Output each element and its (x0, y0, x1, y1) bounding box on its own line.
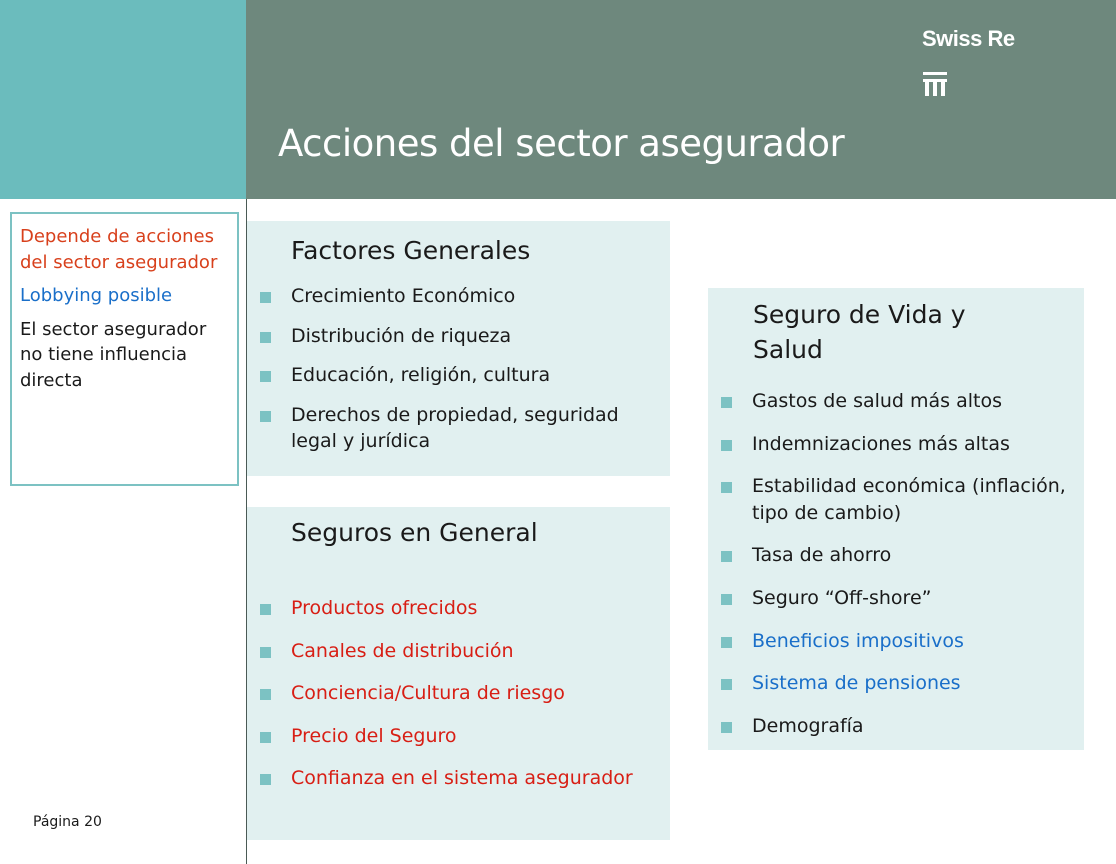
list-item (255, 723, 670, 750)
life-health-title: Seguro de Vida y Salud (753, 300, 966, 364)
page-number: Página 20 (33, 814, 102, 830)
list-item (255, 680, 670, 707)
general-insurance-panel (247, 507, 670, 840)
list-item-text: Productos ofrecidos (291, 597, 478, 619)
brand-name: Swiss Re (922, 26, 1015, 51)
square-bullet-icon (721, 637, 732, 648)
list-item-text: Tasa de ahorro (752, 544, 892, 567)
list-item-text: Crecimiento Económico (291, 285, 516, 307)
square-bullet-icon (260, 604, 271, 615)
general-factors-panel (247, 221, 670, 476)
teal-accent-block (0, 0, 246, 199)
list-item-text: Distribución de riqueza (291, 324, 512, 347)
list-item (716, 473, 1084, 526)
legend-red-text: Depende de acciones del sector asegurador (20, 226, 218, 273)
list-item (716, 431, 1084, 458)
legend-blue-text: Lobbying posible (20, 285, 173, 307)
list-item (255, 638, 670, 665)
square-bullet-icon (260, 689, 271, 700)
list-item-text: Sistema de pensiones (752, 672, 961, 695)
list-item-text: Derechos de propiedad, seguridad legal y jurídica (291, 403, 619, 453)
square-bullet-icon (721, 594, 732, 605)
square-bullet-icon (721, 722, 732, 733)
page-title: Acciones del sector asegurador (278, 122, 845, 165)
general-insurance-list (255, 595, 670, 808)
list-item-text: Confianza en el sistema asegurador (291, 767, 633, 790)
list-item (716, 713, 1084, 740)
square-bullet-icon (260, 292, 271, 303)
list-item-text: Beneficios impositivos (752, 629, 964, 652)
life-health-list (716, 388, 1084, 755)
list-item-text: Conciencia/Cultura de riesgo (291, 682, 565, 705)
list-item (716, 542, 1084, 569)
square-bullet-icon (721, 440, 732, 451)
list-item (255, 765, 670, 792)
square-bullet-icon (260, 732, 271, 743)
list-item-text: Estabilidad económica (inflación, tipo de cambio) (752, 475, 1066, 524)
list-item-text: Seguro “Off-shore” (752, 586, 932, 609)
swiss-re-logo-icon (923, 72, 947, 96)
list-item (716, 628, 1084, 655)
list-item-text: Demografía (752, 714, 864, 737)
list-item (255, 595, 670, 622)
general-insurance-title: Seguros en General (291, 518, 538, 547)
list-item (255, 362, 670, 389)
square-bullet-icon (260, 371, 271, 382)
list-item (716, 585, 1084, 612)
square-bullet-icon (260, 647, 271, 658)
legend-black-text: El sector asegurador no tiene influencia directa (20, 318, 207, 391)
square-bullet-icon (260, 774, 271, 785)
square-bullet-icon (721, 482, 732, 493)
square-bullet-icon (260, 411, 271, 422)
header-banner (246, 0, 1116, 199)
list-item (255, 283, 670, 310)
list-item (255, 402, 670, 455)
general-factors-title: Factores Generales (291, 236, 531, 265)
list-item (716, 388, 1084, 415)
list-item (716, 670, 1084, 697)
list-item-text: Educación, religión, cultura (291, 364, 551, 387)
list-item-text: Gastos de salud más altos (752, 390, 1003, 412)
list-item-text: Indemnizaciones más altas (752, 432, 1010, 455)
square-bullet-icon (721, 397, 732, 408)
color-legend (10, 212, 239, 486)
life-health-panel (708, 288, 1084, 750)
square-bullet-icon (721, 551, 732, 562)
list-item-text: Canales de distribución (291, 639, 514, 662)
list-item (255, 323, 670, 350)
list-item-text: Precio del Seguro (291, 724, 457, 747)
square-bullet-icon (721, 679, 732, 690)
general-factors-list (255, 283, 670, 468)
square-bullet-icon (260, 332, 271, 343)
